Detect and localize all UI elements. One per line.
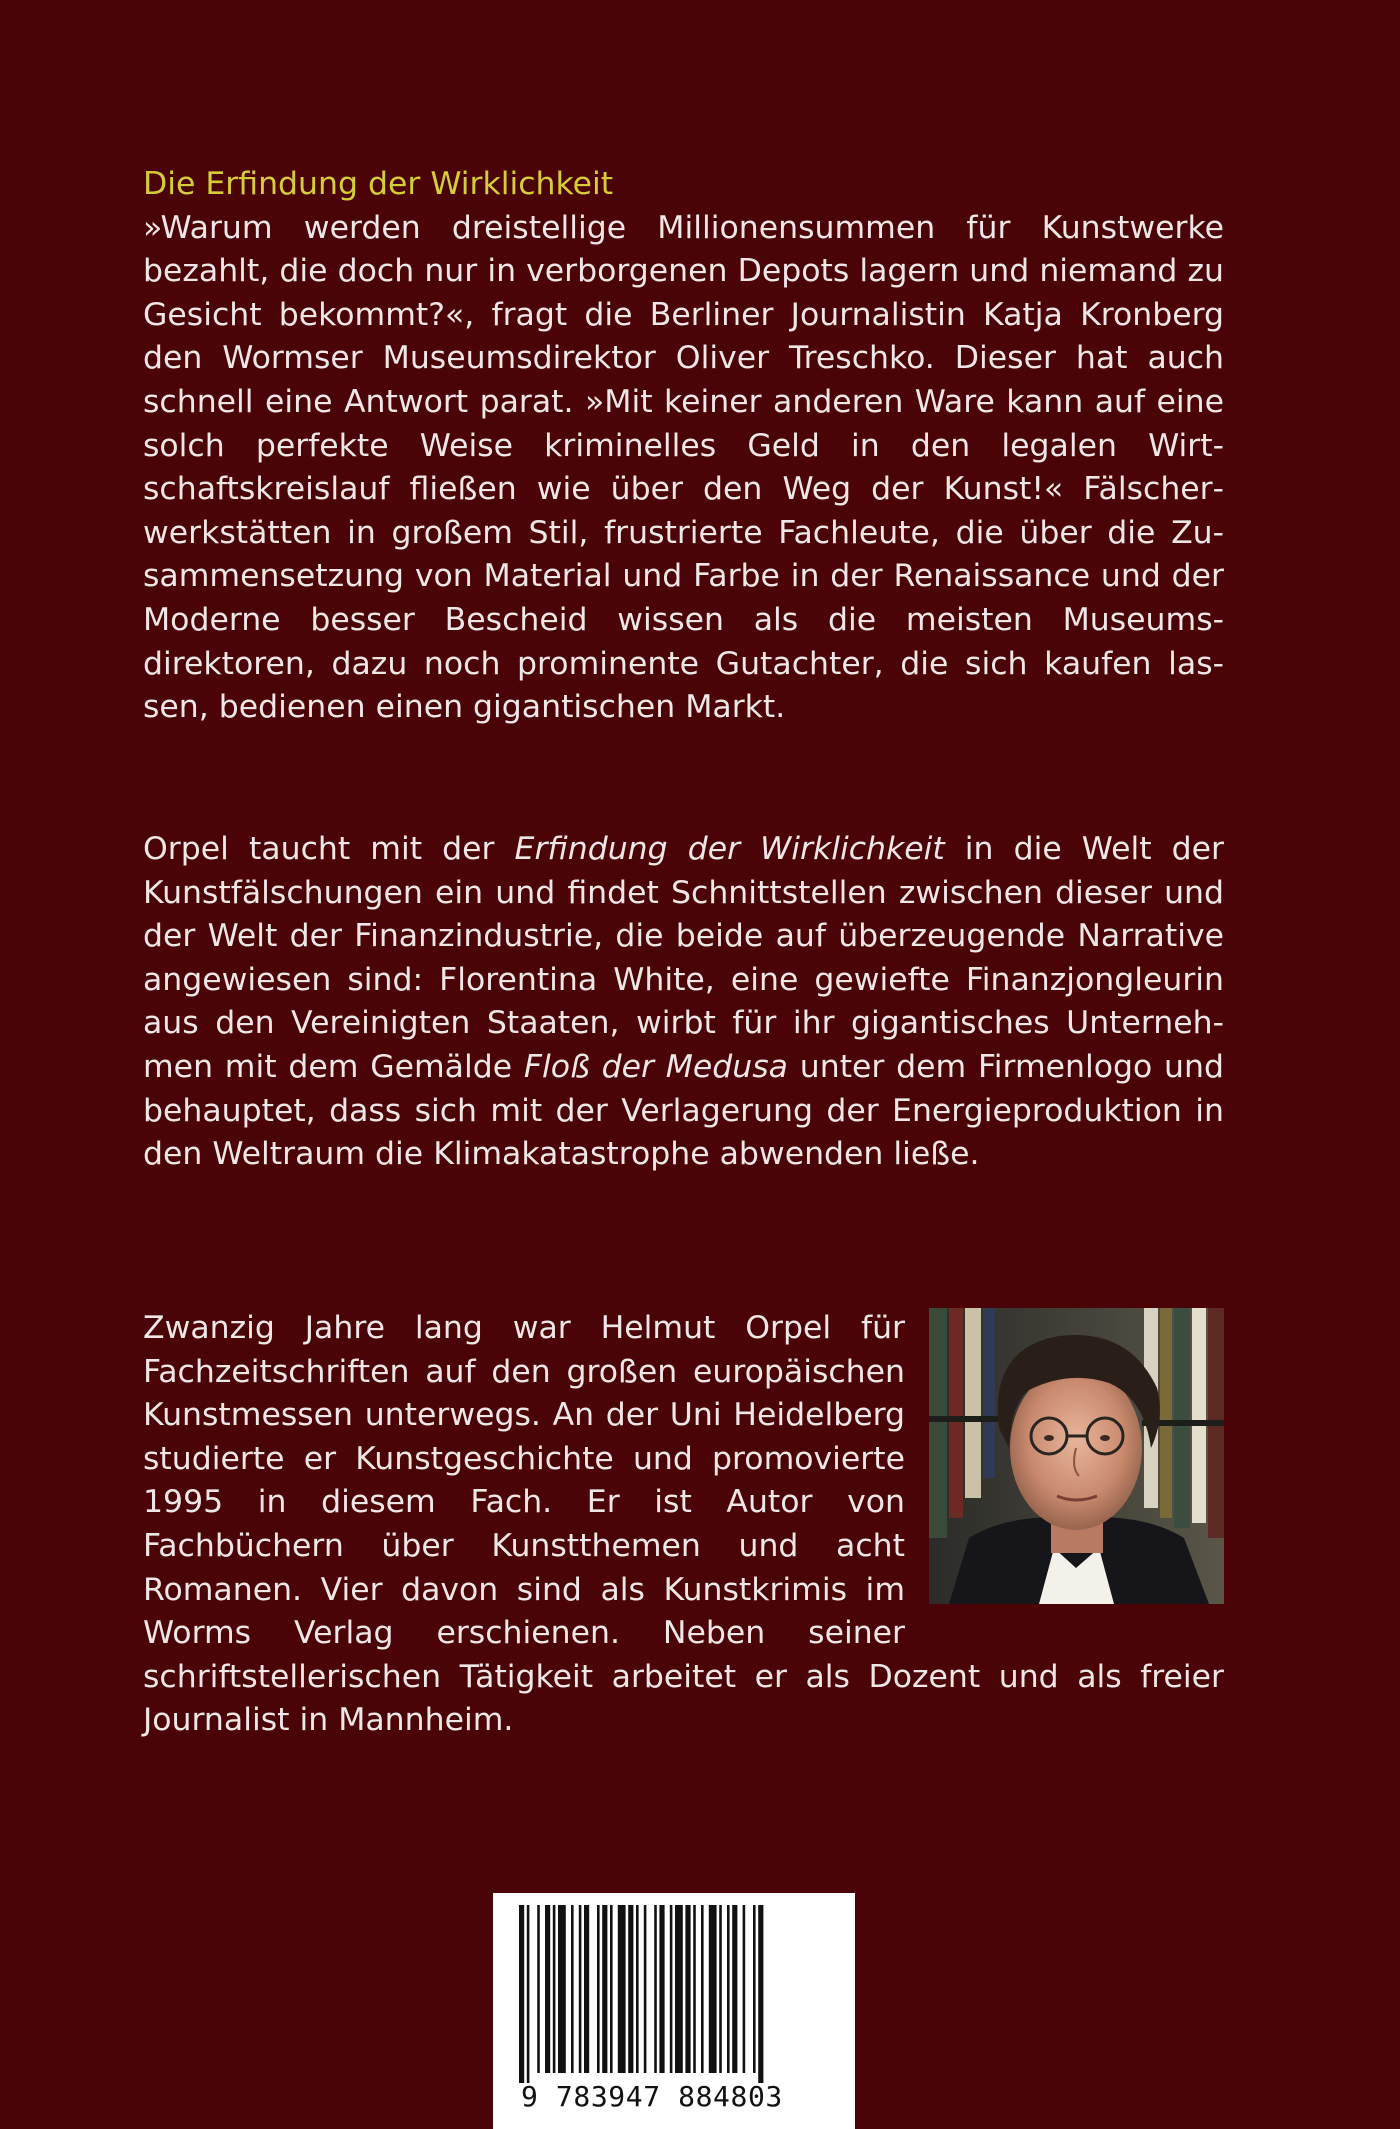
barcode-bar [537, 1905, 540, 2073]
barcode-bar [553, 1905, 556, 2073]
isbn-barcode [493, 1893, 855, 2129]
intro-text-2: in die Welt der Kunstfälschungen ein und findet Schnittstellen zwischen dieser und der Welt der Finanzindustrie, die beide auf überzeugende Narrative angewiesen sind: Florentina White, eine gewiefte Finanzjongleurin aus den Vereinigten Staaten, wirbt für ihr gigantisches Unternehmen mit dem Gemälde [143, 831, 1224, 1085]
blurb-section [143, 163, 1224, 730]
barcode-bar [618, 1905, 626, 2073]
barcode-bar [610, 1905, 613, 2073]
barcode-bar [571, 1905, 574, 2073]
barcode-bar [579, 1905, 582, 2073]
barcode-bar [693, 1905, 696, 2073]
barcode-bar [719, 1905, 722, 2073]
barcode-bar [758, 1905, 763, 2083]
barcode-bar [545, 1905, 550, 2073]
intro-text-1: Orpel taucht mit der [143, 831, 515, 867]
author-photo [929, 1308, 1224, 1604]
intro-section [143, 828, 1224, 1177]
barcode-bar [636, 1905, 639, 2073]
barcode-bar [558, 1905, 566, 2073]
intro-italic-painting: Floß der Medusa [523, 1048, 788, 1085]
blurb-paragraph: »Warum werden dreistellige Millionensummen für Kunstwerke bezahlt, die doch nur in verborgenen Depots lagern und niemand zu Gesicht bekommt?«, fragt die Berliner Journalistin Katja Kronberg den Wormser Museumsdirektor Oliver Treschko. Dieser hat auch schnell eine Antwort parat. »Mit keiner anderen Ware kann auf eine solch perfekte Weise kriminelles Geld in den legalen Wirtschaftskreislauf fließen wie über den Weg der Kunst!« Fälscherwerkstätten in großem Stil, frustrierte Fachleute, die über die Zusammensetzung von Material und Farbe in der Renaissance und der Moderne besser Bescheid wissen als die meisten Museumsdirektoren, dazu noch prominente Gutachter, die sich kaufen lassen, bedienen einen gigantischen Markt. [143, 209, 1224, 726]
barcode-bar [753, 1905, 756, 2073]
barcode-bar [654, 1905, 657, 2073]
isbn-digits: 9 783947 884803 [521, 2080, 783, 2113]
intro-paragraph [143, 828, 1224, 1177]
barcode-bar [597, 1905, 600, 2073]
barcode-bar [602, 1905, 607, 2073]
barcode-bar [732, 1905, 737, 2073]
barcode-bar [743, 1905, 746, 2073]
barcode-bar [659, 1905, 664, 2073]
barcode-bar [685, 1905, 690, 2073]
barcode-bar [527, 1905, 530, 2083]
intro-italic-title: Erfindung der Wirklichkeit [514, 831, 945, 867]
barcode-bar [644, 1905, 647, 2073]
barcode-bar [727, 1905, 730, 2073]
barcode-bar [519, 1905, 524, 2083]
barcode-bar [670, 1905, 673, 2073]
barcode-bar [701, 1905, 704, 2073]
book-title: Die Erfindung der Wirklichkeit [143, 166, 614, 202]
intro-text-3: unter dem Firmenlogo und behauptet, dass sich mit der Verlagerung der Energieproduktion in den Weltraum die Klimakatastrophe abwenden ließe. [143, 1048, 1224, 1173]
author-bio-section [143, 1307, 1224, 1743]
barcode-bar [584, 1905, 589, 2073]
author-bio-paragraph: Zwanzig Jahre lang war Helmut Orpel für Fachzeitschriften auf den großen europäischen Kunstmessen unterwegs. An der Uni Heidelberg studierte er Kunstgeschichte und promovierte 1995 in diesem Fach. Er ist Autor von Fachbüchern über Kunstthemen und acht Romanen. Vier davon sind als Kunstkrimis im Worms Verlag erschienen. Neben seiner schriftstellerischen Tätigkeit arbeitet er als Dozent und als freier Journalist in Mannheim. [143, 1310, 1224, 1739]
barcode-bar [628, 1905, 633, 2073]
barcode-bar [709, 1905, 717, 2073]
barcode-bar [675, 1905, 683, 2073]
